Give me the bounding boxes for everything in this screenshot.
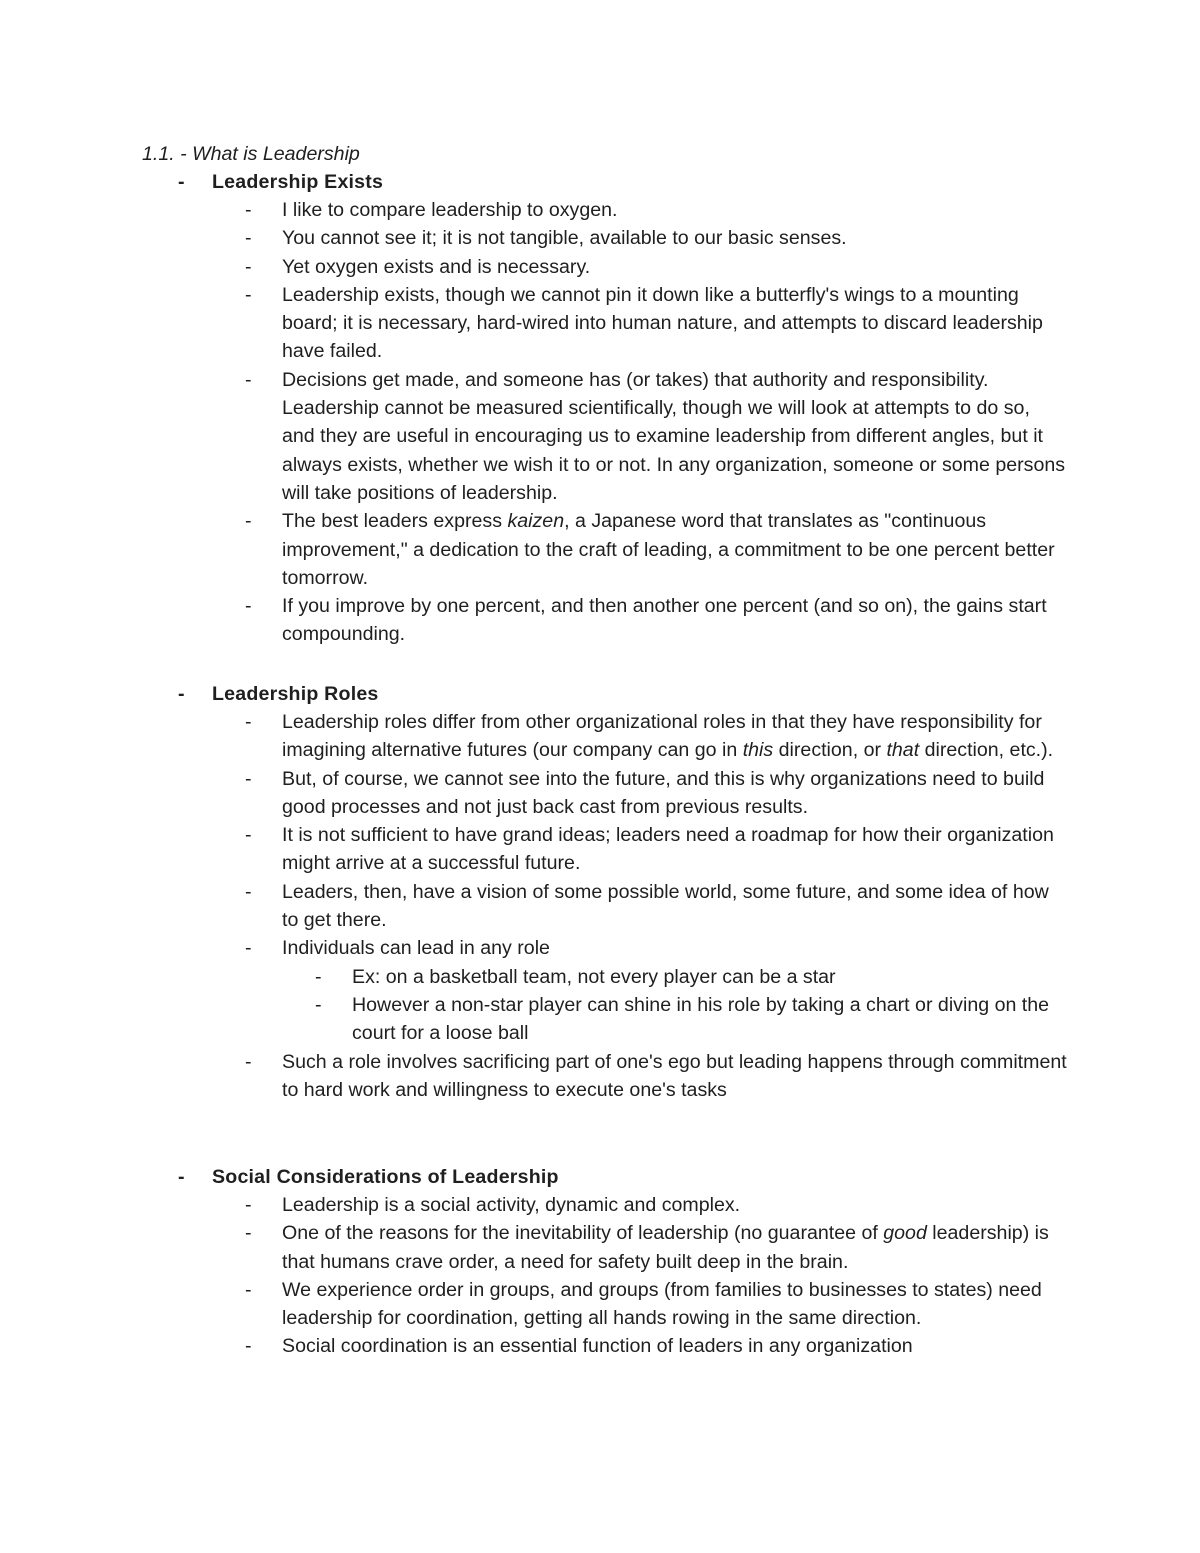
bullet-dash: -: [245, 767, 252, 790]
list-item-text: Such a role involves sacrificing part of one's ego but leading happens through commitment to hard work and willingness to execute one's tasks: [282, 1050, 1067, 1101]
section-leadership-exists: [0, 168, 1200, 649]
italic-term: kaizen: [507, 510, 565, 533]
list-item-text: Ex: on a basketball team, not every player can be a star: [352, 965, 836, 988]
section-heading: Social Considerations of Leadership: [212, 1166, 559, 1188]
section-heading-row: [0, 168, 1200, 196]
list-item-text: Social coordination is an essential function of leaders in any organization: [282, 1335, 913, 1358]
list-item: [245, 366, 1067, 507]
bullet-dash: -: [245, 255, 252, 278]
text-run: , a Japanese word that translates as "continuous improvement," a dedication to the craft of leading, a commitment to be one percent better tomorrow.: [282, 510, 1055, 589]
list-item: [245, 765, 1067, 822]
list-item: [245, 1048, 1067, 1105]
section-leadership-roles: [0, 680, 1200, 1104]
list-item-text: It is not sufficient to have grand ideas; leaders need a roadmap for how their organization might arrive at a successful future.: [282, 824, 1054, 875]
list-item: [245, 281, 1067, 366]
bullet-dash: -: [245, 824, 252, 847]
text-run: Leadership roles differ from other organizational roles in that they have responsibility for imagining alternative futures (our company can go in: [282, 711, 1042, 762]
list-item: [245, 507, 1067, 592]
bullet-dash: -: [315, 965, 322, 988]
list-item-text: Individuals can lead in any role: [282, 937, 550, 960]
list-item-text: Leaders, then, have a vision of some possible world, some future, and some idea of how to get there.: [282, 880, 1049, 932]
bullet-dash: -: [245, 368, 252, 391]
list-item: [245, 1276, 1067, 1333]
sub-list-item: [315, 963, 1067, 991]
bullet-dash: -: [315, 993, 322, 1016]
italic-term: good: [883, 1222, 927, 1245]
bullet-dash: -: [245, 595, 252, 618]
bullet-dash: -: [245, 227, 252, 250]
section-heading: Leadership Exists: [212, 171, 384, 193]
list-item: [245, 934, 1067, 962]
list-item-text: Decisions get made, and someone has (or takes) that authority and responsibility. Leadership cannot be measured scientifically, though we will look at attempts to do so, and they are useful in encouraging us to examine leadership from different angles, but it always exists, whether we wish it to or not. In any organization, someone or some persons will take positions of leadership.: [282, 368, 1066, 504]
italic-term: that: [886, 739, 920, 762]
list-item-text: We experience order in groups, and groups (from families to businesses to states) need leadership for coordination, getting all hands rowing in the same direction.: [282, 1278, 1042, 1330]
bullet-dash: -: [178, 683, 185, 705]
text-run: The best leaders express: [282, 510, 508, 533]
list-item: [245, 878, 1067, 935]
bullet-dash: -: [245, 880, 252, 903]
list-item: [245, 253, 1067, 281]
sub-list-item: [315, 991, 1067, 1048]
bullet-dash: -: [245, 199, 252, 221]
list-item-text: Leadership exists, though we cannot pin it down like a butterfly's wings to a mounting board; it is necessary, hard-wired into human nature, and attempts to discard leadership have failed.: [282, 283, 1043, 363]
section-heading-row: [0, 680, 1200, 708]
bullet-dash: -: [245, 1050, 252, 1073]
section-heading: Leadership Roles: [212, 683, 379, 705]
section-social-considerations: [0, 1163, 1200, 1361]
list-item-text: You cannot see it; it is not tangible, available to our basic senses.: [282, 227, 847, 250]
text-run: direction, or: [773, 739, 887, 762]
list-item-text: Leadership is a social activity, dynamic and complex.: [282, 1194, 741, 1216]
list-item-text: However a non-star player can shine in his role by taking a chart or diving on the court for a loose ball: [352, 993, 1050, 1045]
list-item: [245, 1332, 1067, 1360]
bullet-dash: -: [245, 1194, 252, 1216]
list-item: [245, 224, 1067, 252]
italic-term: this: [742, 739, 774, 762]
bullet-dash: -: [245, 510, 252, 533]
list-item-text: Yet oxygen exists and is necessary.: [282, 255, 591, 278]
bullet-dash: -: [245, 711, 252, 733]
list-item: [245, 821, 1067, 878]
bullet-dash: -: [245, 1222, 252, 1245]
bullet-dash: -: [178, 1166, 185, 1188]
text-run: direction, etc.).: [919, 739, 1054, 762]
text-run: One of the reasons for the inevitability of leadership (no guarantee of: [282, 1222, 884, 1245]
list-item-text: But, of course, we cannot see into the future, and this is why organizations need to build good processes and not just back cast from previous results.: [282, 767, 1045, 818]
list-item-text: [282, 507, 1067, 592]
text-run: leadership) is that humans crave order, a need for safety built deep in the brain.: [282, 1222, 1049, 1273]
list-item-text: I like to compare leadership to oxygen.: [282, 199, 618, 221]
list-item: [245, 1219, 1067, 1276]
list-item-text: If you improve by one percent, and then another one percent (and so on), the gains start compounding.: [282, 595, 1047, 646]
list-item: [245, 708, 1067, 765]
bullet-dash: -: [245, 283, 252, 306]
bullet-dash: -: [178, 171, 185, 193]
page-title: 1.1. - What is Leadership: [142, 143, 360, 165]
list-item: [245, 1191, 1067, 1219]
bullet-dash: -: [245, 937, 252, 960]
section-heading-row: [0, 1163, 1200, 1191]
list-item: [245, 592, 1067, 649]
list-item: [245, 196, 1067, 224]
bullet-dash: -: [245, 1278, 252, 1301]
list-item-text: [282, 708, 1067, 765]
bullet-dash: -: [245, 1335, 252, 1358]
list-item-text: [282, 1219, 1067, 1276]
